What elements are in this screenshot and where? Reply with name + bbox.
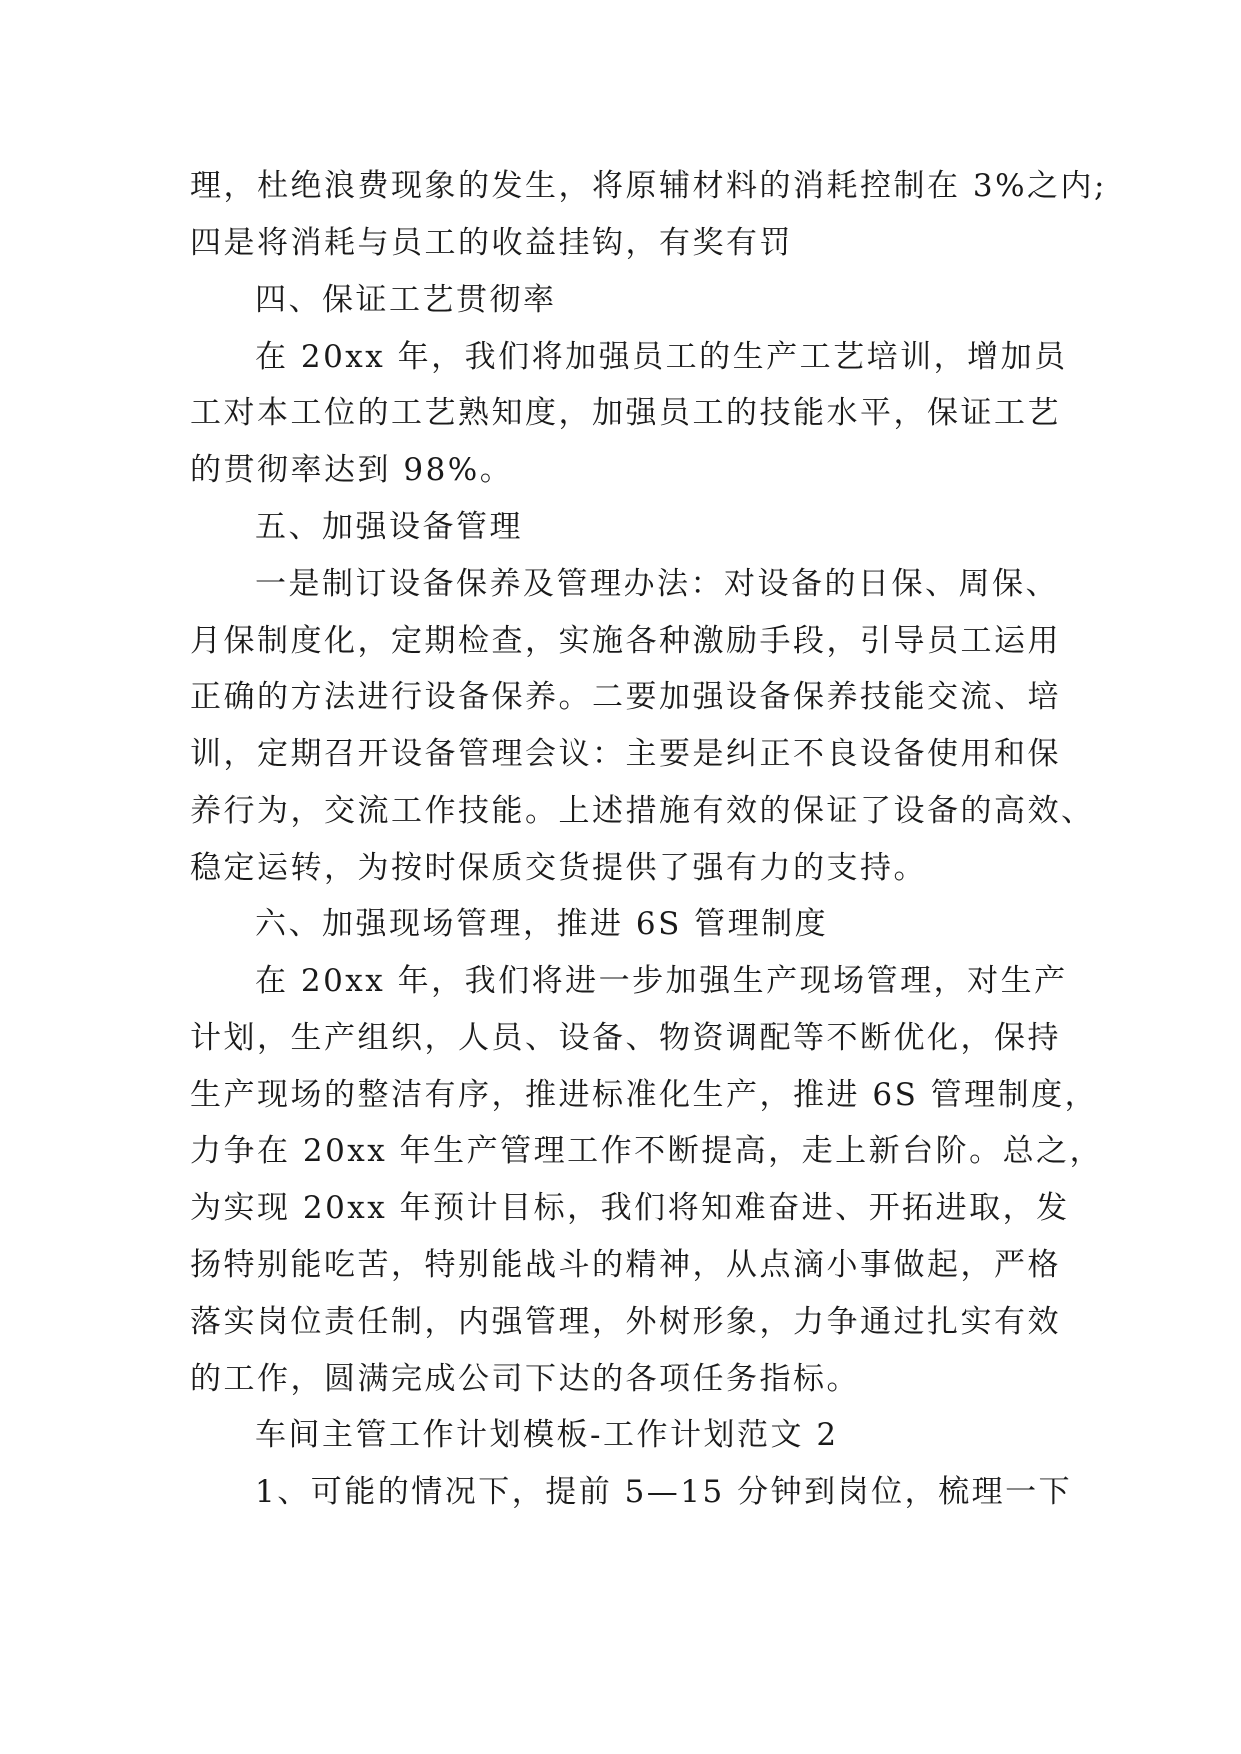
article-title-2: 车间主管工作计划模板-工作计划范文 2 [255, 1417, 839, 1453]
text-line-15: 在 20xx 年，我们将进一步加强生产现场管理，对生产 [255, 963, 1068, 999]
text-line-24: 1、可能的情况下，提前 5—15 分钟到岗位，梳理一下 [255, 1474, 1073, 1510]
text-line-6: 的贯彻率达到 98%。 [190, 452, 514, 488]
text-line-11: 训，定期召开设备管理会议：主要是纠正不良设备使用和保 [190, 736, 1061, 772]
text-line-10: 正确的方法进行设备保养。二要加强设备保养技能交流、培 [190, 679, 1061, 715]
text-line-13: 稳定运转，为按时保质交货提供了强有力的支持。 [190, 850, 927, 886]
text-line-18: 力争在 20xx 年生产管理工作不断提高，走上新台阶。总之， [190, 1133, 1104, 1169]
section-heading-6: 六、加强现场管理，推进 6S 管理制度 [255, 906, 829, 942]
text-line-5: 工对本工位的工艺熟知度，加强员工的技能水平，保证工艺 [190, 395, 1061, 431]
section-heading-4: 四、保证工艺贯彻率 [255, 282, 557, 318]
text-line-19: 为实现 20xx 年预计目标，我们将知难奋进、开拓进取，发 [190, 1190, 1070, 1226]
text-line-4: 在 20xx 年，我们将加强员工的生产工艺培训，增加员 [255, 339, 1068, 375]
text-line-17: 生产现场的整洁有序，推进标准化生产，推进 6S 管理制度， [190, 1077, 1099, 1113]
text-line-1: 理，杜绝浪费现象的发生，将原辅材料的消耗控制在 3%之内; [190, 168, 1107, 204]
text-line-22: 的工作，圆满完成公司下达的各项任务指标。 [190, 1361, 860, 1397]
text-line-8: 一是制订设备保养及管理办法：对设备的日保、周保、 [255, 566, 1059, 602]
text-line-12: 养行为，交流工作技能。上述措施有效的保证了设备的高效、 [190, 793, 1095, 829]
text-line-20: 扬特别能吃苦，特别能战斗的精神，从点滴小事做起，严格 [190, 1247, 1061, 1283]
text-line-21: 落实岗位责任制，内强管理，外树形象，力争通过扎实有效 [190, 1304, 1061, 1340]
text-line-16: 计划，生产组织，人员、设备、物资调配等不断优化，保持 [190, 1020, 1061, 1056]
section-heading-5: 五、加强设备管理 [255, 509, 523, 545]
text-line-9: 月保制度化，定期检查，实施各种激励手段，引导员工运用 [190, 623, 1061, 659]
text-line-2: 四是将消耗与员工的收益挂钩，有奖有罚 [190, 225, 793, 261]
